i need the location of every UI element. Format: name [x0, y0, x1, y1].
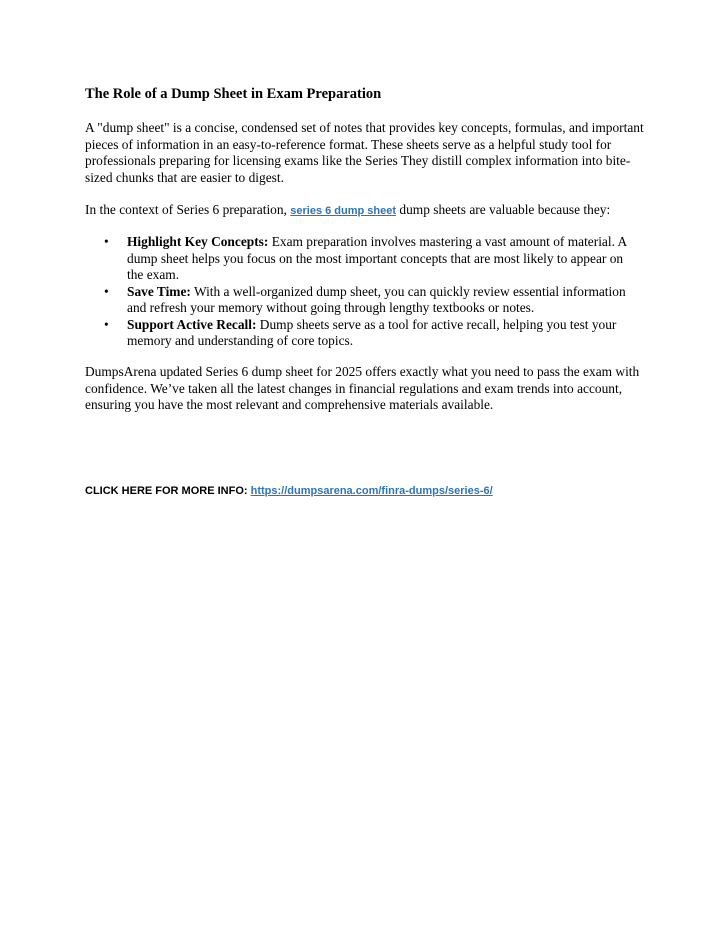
list-item	[104, 234, 634, 284]
page-title: The Role of a Dump Sheet in Exam Preparation	[85, 86, 382, 102]
more-info-link[interactable]: https://dumpsarena.com/finra-dumps/series-6/	[250, 485, 493, 497]
bullet-text: Exam preparation involves mastering a vast amount of material. A dump sheet helps you focus on the most important concepts that are most likely to appear on the exam.	[127, 234, 627, 282]
closing-paragraph: DumpsArena updated Series 6 dump sheet for 2025 offers exactly what you need to pass the exam with confidence. We’ve taken all the latest changes in financial regulations and exam trends into account, ensuring you have the most relevant and comprehensive materials available.	[85, 364, 640, 412]
context-text-after: dump sheets are valuable because they:	[396, 202, 611, 217]
list-item	[104, 284, 634, 317]
bullet-term: Save Time:	[127, 283, 191, 299]
more-info-line	[85, 484, 493, 498]
cta-label: CLICK HERE FOR MORE INFO:	[85, 485, 251, 497]
benefits-list	[104, 234, 634, 350]
bullet-text: Dump sheets serve as a tool for active recall, helping you test your memory and understanding of core topics.	[127, 316, 617, 348]
context-text-before: In the context of Series 6 preparation,	[85, 202, 291, 217]
bullet-term: Support Active Recall:	[127, 316, 257, 332]
bullet-icon: •	[104, 316, 109, 332]
context-paragraph	[85, 202, 645, 220]
bullet-icon: •	[104, 234, 109, 249]
series6-dump-sheet-link[interactable]: series 6 dump sheet	[290, 205, 397, 217]
bullet-icon: •	[104, 283, 109, 299]
list-item	[104, 317, 634, 350]
bullet-text: With a well-organized dump sheet, you can quickly review essential information and refresh your memory without going through lengthy textbooks or notes.	[127, 283, 626, 315]
bullet-term: Highlight Key Concepts:	[127, 234, 269, 249]
intro-paragraph: A "dump sheet" is a concise, condensed set of notes that provides key concepts, formulas, and important pieces of information in an easy-to-reference format. These sheets serve as a helpful study tool for professionals preparing for licensing exams like the Series They distill complex information into bite-sized chunks that are easier to digest.	[85, 120, 644, 185]
